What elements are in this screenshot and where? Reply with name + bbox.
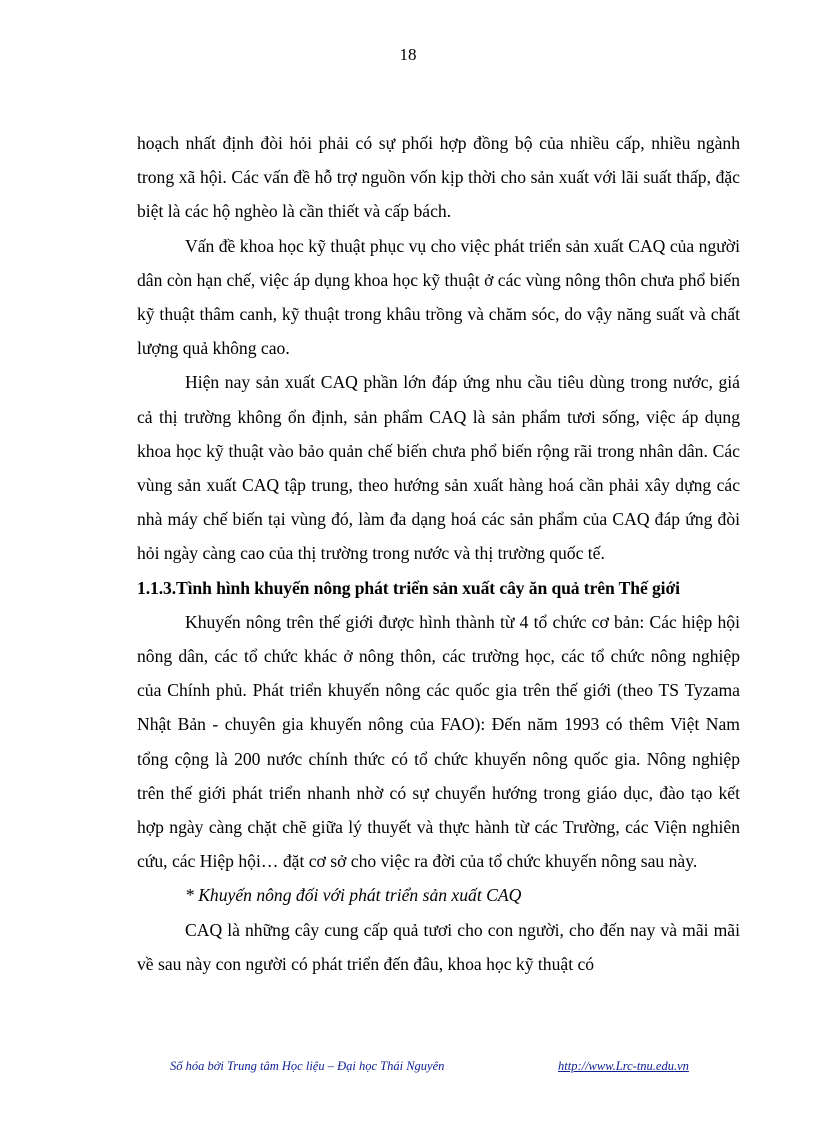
page-number: 18 [399,45,417,64]
subheading: * Khuyến nông đối với phát triển sản xuất CAQ [185,885,522,906]
footer-credit: Số hóa bởi Trung tâm Học liệu – Đại học Thái Nguyên [170,1059,445,1073]
document-body [137,126,740,981]
paragraph-1: hoạch nhất định đòi hỏi phải có sự phối hợp đồng bộ của nhiều cấp, nhiều ngành trong xã hội. Các vấn đề hỗ trợ nguồn vốn kịp thời cho sản xuất với lãi suất thấp, đặc biệt là các hộ nghèo là cần thiết và cấp bách. [137,133,740,222]
paragraph-2: Vấn đề khoa học kỹ thuật phục vụ cho việc phát triển sản xuất CAQ của người dân còn hạn chế, việc áp dụng khoa học kỹ thuật ở các vùng nông thôn chưa phổ biến kỹ thuật thâm canh, kỹ thuật trong khâu trồng và chăm sóc, do vậy năng suất và chất lượng quả không cao. [137,235,740,359]
paragraph-5: CAQ là những cây cung cấp quả tươi cho con người, cho đến nay và mãi mãi về sau này con người có phát triển đến đâu, khoa học kỹ thuật có [137,919,740,974]
section-heading: 1.1.3.Tình hình khuyến nông phát triển sản xuất cây ăn quả trên Thế giới [137,577,680,598]
footer-link[interactable]: http://www.Lrc-tnu.edu.vn [558,1059,689,1073]
paragraph-3: Hiện nay sản xuất CAQ phần lớn đáp ứng nhu cầu tiêu dùng trong nước, giá cả thị trường không ổn định, sản phẩm CAQ là sản phẩm tươi sống, việc áp dụng khoa học kỹ thuật vào bảo quản chế biến chưa phổ biến rộng rãi trong nhân dân. Các vùng sản xuất CAQ tập trung, theo hướng sản xuất hàng hoá cần phải xây dựng các nhà máy chế biến tại vùng đó, làm đa dạng hoá các sản phẩm của CAQ đáp ứng đòi hỏi ngày càng cao của thị trường trong nước và thị trường quốc tế. [137,372,740,564]
paragraph-4: Khuyến nông trên thế giới được hình thành từ 4 tổ chức cơ bản: Các hiệp hội nông dân, các tổ chức khác ở nông thôn, các trường học, các tổ chức nông nghiệp của Chính phủ. Phát triển khuyến nông các quốc gia trên thế giới (theo TS Tyzama Nhật Bản - chuyên gia khuyến nông của FAO): Đến năm 1993 có thêm Việt Nam tổng cộng là 200 nước chính thức có tổ chức khuyến nông quốc gia. Nông nghiệp trên thế giới phát triển nhanh nhờ có sự chuyển hướng trong giáo dục, đào tạo kết hợp ngày càng chặt chẽ giữa lý thuyết và thực hành từ các Trường, các Viện nghiên cứu, các Hiệp hội… đặt cơ sở cho việc ra đời của tổ chức khuyến nông sau này. [137,611,740,872]
